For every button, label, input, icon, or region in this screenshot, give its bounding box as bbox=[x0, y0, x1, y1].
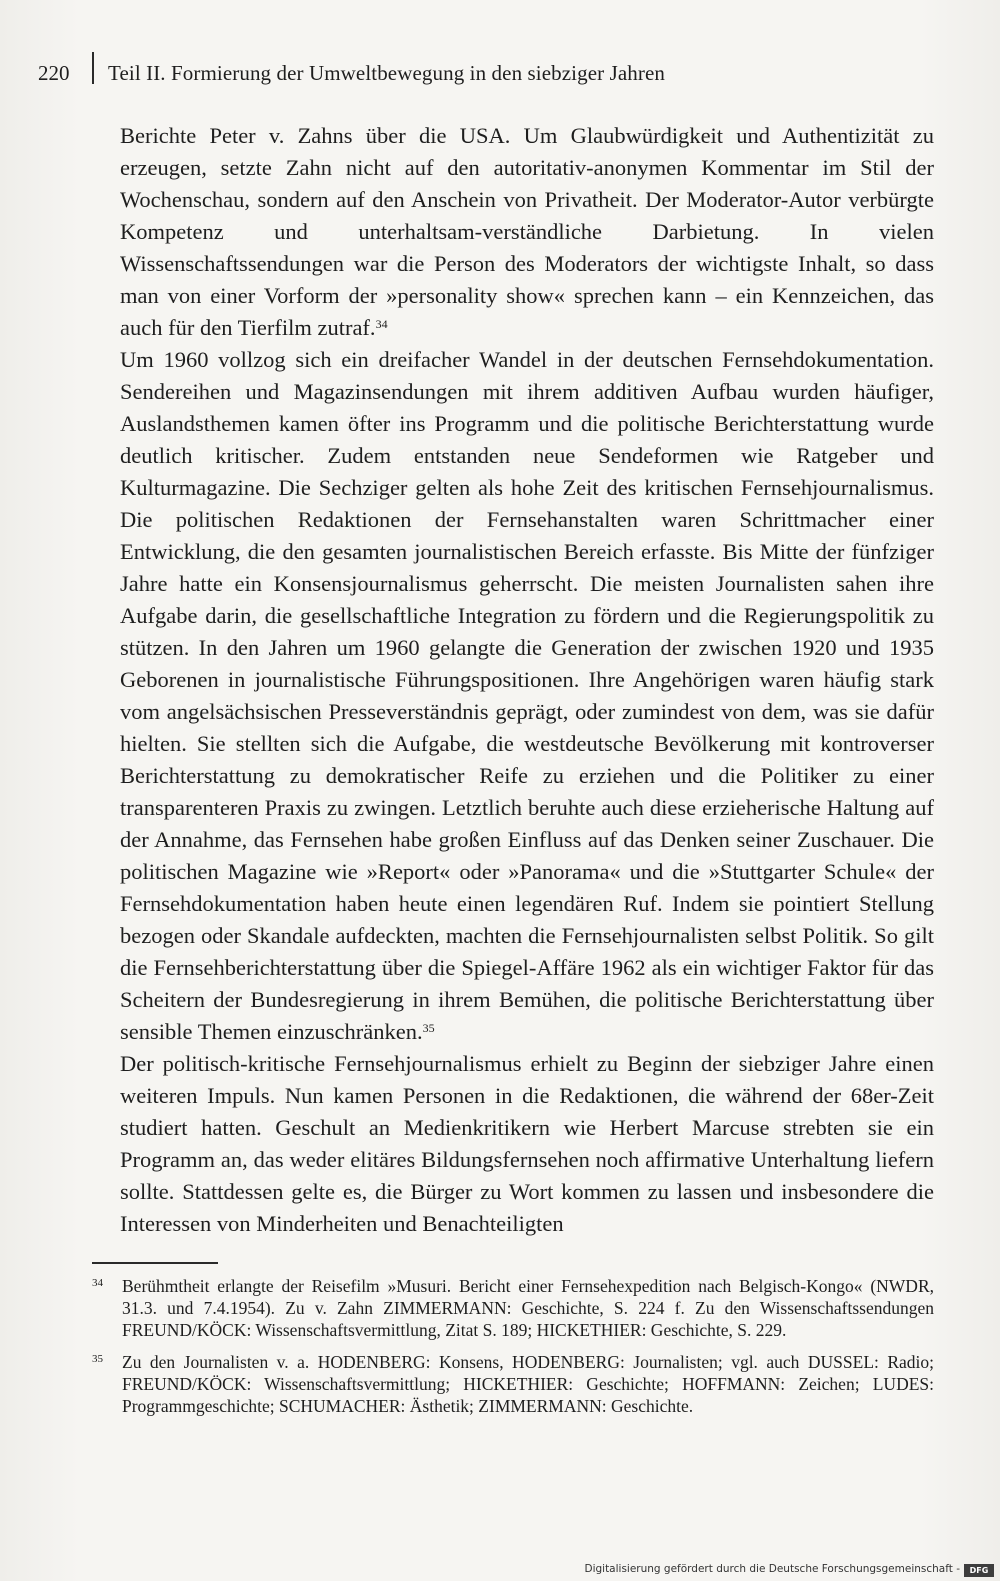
footnotes bbox=[92, 1275, 934, 1427]
footnote-number: 35 bbox=[92, 1353, 103, 1365]
dfg-logo: DFG bbox=[964, 1564, 994, 1577]
paragraph-text: Der politisch-kritische Fernsehjournalismus erhielt zu Beginn der siebziger Jahre einen weiteren Impuls. Nun kamen Personen in die Redaktionen, die während der 68er-Zeit studiert hatten. Geschult an Medienkritikern wie Herbert Marcuse strebten sie ein Programm an, das weder elitäres Bildungsfernsehen noch affirmative Unterhaltung liefern sollte. Stattdessen gelte es, die Bürger zu Wort kommen zu lassen und insbesondere die Interessen von Minderheiten und Benachteiligten bbox=[120, 1051, 934, 1236]
running-title: Teil II. Formierung der Umweltbewegung in den siebziger Jahren bbox=[108, 61, 665, 85]
footnote-text: Berühmtheit erlangte der Reisefilm »Musuri. Bericht einer Fernsehexpedition nach Belgisch-Kongo« (NWDR, 31.3. und 7.4.1954). Zu v. Zahn ZIMMERMANN: Geschichte, S. 224 f. Zu den Wissenschaftssendungen FREUND/KÖCK: Wissenschaftsvermittlung, Zitat S. 189; HICKETHIER: Geschichte, S. 229. bbox=[122, 1276, 934, 1340]
paragraph bbox=[120, 1048, 934, 1240]
paragraph-text: Um 1960 vollzog sich ein dreifacher Wandel in der deutschen Fernsehdokumentation. Sendereihen und Magazinsendungen mit ihrem additiven Aufbau wurden häufiger, Auslandsthemen kamen öfter ins Programm und die politische Berichterstattung wurde deutlich kritischer. Zudem entstanden neue Sendeformen wie Ratgeber und Kulturmagazine. Die Sechziger gelten als hohe Zeit des kritischen Fernsehjournalismus. Die politischen Redaktionen der Fernsehanstalten waren Schrittmacher einer Entwicklung, die den gesamten journalistischen Bereich erfasste. Bis Mitte der fünfziger Jahre hatte ein Konsensjournalismus geherrscht. Die meisten Journalisten sahen ihre Aufgabe darin, die gesellschaftliche Integration zu fördern und die Regierungspolitik zu stützen. In den Jahren um 1960 gelangte die Generation der zwischen 1920 und 1935 Geborenen in journalistische Führungspositionen. Ihre Angehörigen waren häufig stark vom angelsächsischen Presseverständnis geprägt, oder zumindest von dem, was sie dafür hielten. Sie stellten sich die Aufgabe, die westdeutsche Bevölkerung mit kontroverser Berichterstattung zu demokratischer Reife zu erziehen und die Politiker zu einer transparenteren Praxis zu zwingen. Letztlich beruhte auch diese erzieherische Haltung auf der Annahme, das Fernsehen habe großen Einfluss auf das Denken seiner Zuschauer. Die politischen Magazine wie »Report« oder »Panorama« und die »Stuttgarter Schule« der Fernsehdokumentation haben heute einen legendären Ruf. Indem sie pointiert Stellung bezogen oder Skandale aufdeckten, machten die Fernsehjournalisten selbst Politik. So gilt die Fernsehberichterstattung über die Spiegel-Affäre 1962 als ein wichtiger Faktor für das Scheitern der Bundesregierung in ihrem Bemühen, die politische Berichterstattung über sensible Themen einzuschränken. bbox=[120, 347, 934, 1044]
paragraph bbox=[120, 120, 934, 344]
footnote-text: Zu den Journalisten v. a. HODENBERG: Konsens, HODENBERG: Journalisten; vgl. auch DUSSEL: Radio; FREUND/KÖCK: Wissenschaftsvermittlung; HICKETHIER: Geschichte; HOFFMANN: Zeichen; LUDES: Programmgeschichte; SCHUMACHER: Ästhetik; ZIMMERMANN: Geschichte. bbox=[122, 1352, 934, 1416]
paragraph-text: Berichte Peter v. Zahns über die USA. Um Glaubwürdigkeit und Authentizität zu erzeugen, setzte Zahn nicht auf den autoritativ-anonymen Kommentar im Stil der Wochenschau, sondern auf den Anschein von Privatheit. Der Moderator-Autor verbürgte Kompetenz und unterhaltsam-verständliche Darbietung. In vielen Wissenschaftssendungen war die Person des Moderators der wichtigste Inhalt, so dass man von einer Vorform der »personality show« sprechen kann – ein Kennzeichen, das auch für den Tierfilm zutraf. bbox=[120, 123, 934, 340]
header-separator bbox=[92, 52, 94, 84]
page-header bbox=[38, 60, 758, 90]
footnote-number: 34 bbox=[92, 1277, 103, 1289]
footnote-rule bbox=[92, 1262, 218, 1264]
paragraph bbox=[120, 344, 934, 1048]
footnote bbox=[92, 1275, 934, 1341]
footnote-ref: 34 bbox=[375, 317, 388, 331]
digitization-credit: Digitalisierung gefördert durch die Deutsche Forschungsgemeinschaft - bbox=[584, 1563, 960, 1575]
main-text bbox=[120, 120, 934, 1240]
footnote bbox=[92, 1351, 934, 1417]
footnote-ref: 35 bbox=[422, 1021, 435, 1035]
page-number: 220 bbox=[38, 61, 70, 85]
